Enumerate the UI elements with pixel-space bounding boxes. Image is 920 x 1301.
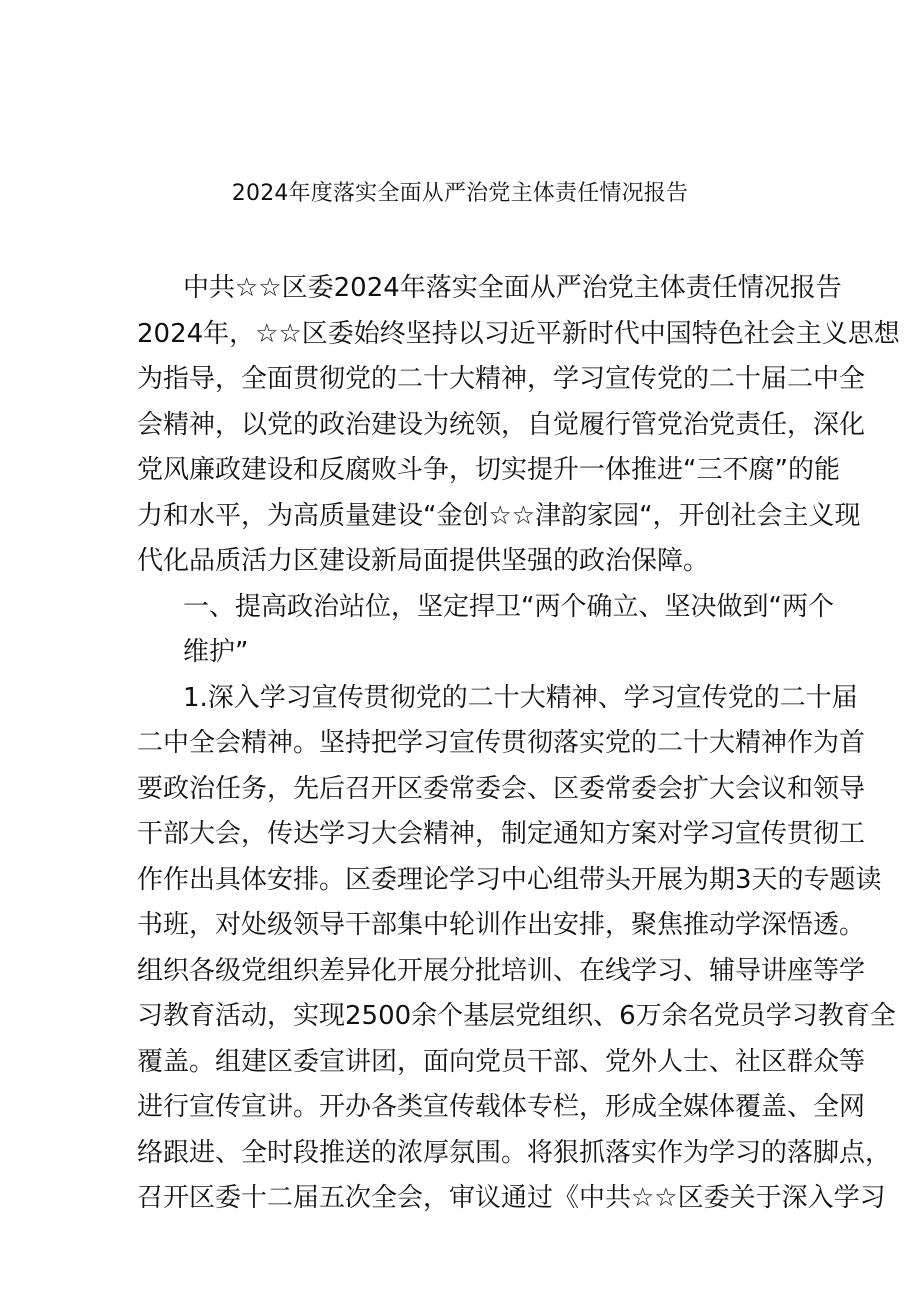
report-heading-line: 中共☆☆区委2024年落实全面从严治党主体责任情况报告 (183, 273, 842, 303)
paragraph-line: 络跟进、全时段推送的浓厚氛围。将狠抓落实作为学习的落脚点， (137, 1137, 892, 1168)
document-title: 2024年度落实全面从严治党主体责任情况报告 (231, 181, 689, 206)
paragraph-line: 覆盖。组建区委宣讲团，面向党员干部、党外人士、社区群众等 (137, 1046, 866, 1077)
paragraph-line: 党风廉政建设和反腐败斗争，切实提升一体推进“三不腐”的能 (137, 455, 840, 485)
paragraph-line: 二中全会精神。坚持把学习宣传贯彻落实党的二十大精神作为首 (137, 728, 866, 758)
section-heading-line: 维护” (183, 637, 249, 667)
paragraph-line: 2024年，☆☆区委始终坚持以习近平新时代中国特色社会主义思想 (137, 318, 900, 349)
paragraph-line: 干部大会，传达学习大会精神，制定通知方案对学习宣传贯彻工 (137, 819, 866, 849)
subsection-line: 1.深入学习宣传贯彻党的二十大精神、学习宣传党的二十届 (183, 682, 858, 713)
paragraph-line: 组织各级党组织差异化开展分批培训、在线学习、辅导讲座等学 (137, 955, 866, 986)
paragraph-line: 习教育活动，实现2500余个基层党组织、6万余名党员学习教育全 (137, 1001, 896, 1031)
paragraph-line: 要政治任务，先后召开区委常委会、区委常委会扩大会议和领导 (137, 773, 866, 804)
paragraph-line: 代化品质活力区建设新局面提供坚强的政治保障。 (137, 546, 710, 576)
paragraph-line: 力和水平，为高质量建设“金创☆☆津韵家园“，开创社会主义现 (137, 500, 861, 531)
document-body (137, 266, 900, 1222)
paragraph-line: 召开区委十二届五次全会，审议通过《中共☆☆区委关于深入学习 (137, 1183, 886, 1213)
paragraph-line: 进行宣传宣讲。开办各类宣传载体专栏，形成全媒体覆盖、全网 (137, 1092, 866, 1122)
paragraph-line: 作作出具体安排。区委理论学习中心组带头开展为期3天的专题读 (137, 864, 882, 895)
paragraph-line: 为指导，全面贯彻党的二十大精神，学习宣传党的二十届二中全 (137, 364, 866, 394)
paragraph-line: 会精神，以党的政治建设为统领，自觉履行管党治党责任，深化 (137, 409, 866, 440)
paragraph-line: 书班，对处级领导干部集中轮训作出安排，聚焦推动学深悟透。 (137, 910, 866, 940)
section-heading-line: 一、提高政治站位，坚定捍卫“两个确立、坚决做到“两个 (183, 591, 834, 622)
